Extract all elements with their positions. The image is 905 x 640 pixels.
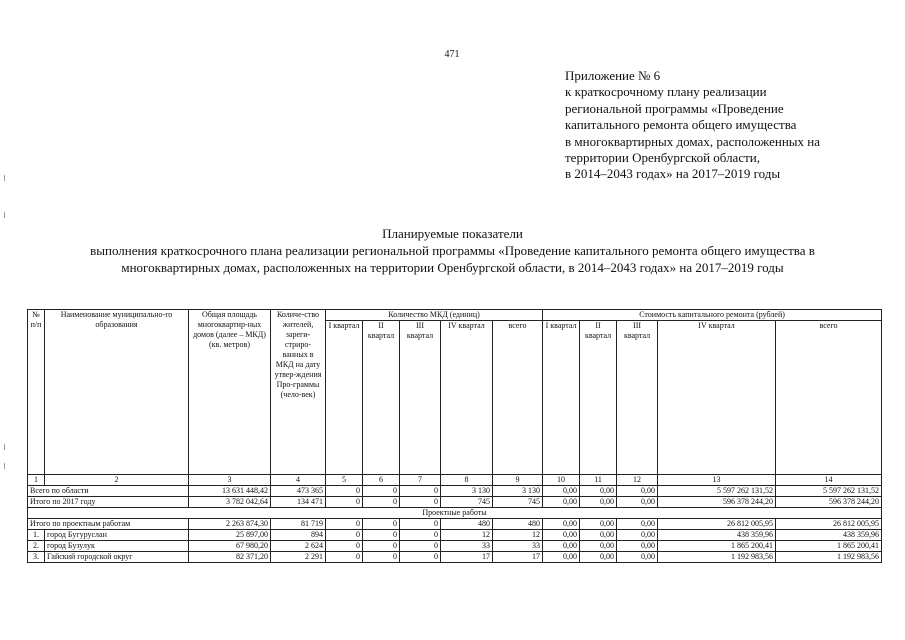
appendix-line: Приложение № 6: [565, 68, 661, 83]
table-row: [28, 541, 882, 552]
mkd-total-cell: 745: [493, 497, 543, 508]
appendix-line: капитального ремонта общего имущества: [565, 117, 797, 133]
column-number-row: [28, 475, 882, 486]
col-number: 4: [271, 475, 326, 486]
header-row-groups: [28, 310, 882, 321]
header-cost-q1: I квартал: [543, 321, 580, 475]
col-number: 12: [617, 475, 658, 486]
mkd-q1-cell: 0: [326, 519, 363, 530]
mkd-total-cell: 3 130: [493, 486, 543, 497]
indicators-table: [27, 309, 882, 563]
mkd-q3-cell: 0: [400, 552, 441, 563]
mkd-q1-cell: 0: [326, 486, 363, 497]
mkd-q4-cell: 480: [441, 519, 493, 530]
cost-q3-cell: 0,00: [617, 519, 658, 530]
row-number: 2.: [28, 541, 45, 552]
municipality-name: Гайский городской округ: [45, 552, 189, 563]
col-number: 13: [658, 475, 776, 486]
cost-q4-cell: 596 378 244,20: [658, 497, 776, 508]
mkd-q2-cell: 0: [363, 530, 400, 541]
cost-q4-cell: 438 359,96: [658, 530, 776, 541]
appendix-line: территории Оренбургской области,: [565, 150, 760, 166]
mkd-q4-cell: 745: [441, 497, 493, 508]
area-cell: 2 263 874,30: [189, 519, 271, 530]
mkd-q4-cell: 17: [441, 552, 493, 563]
mkd-q2-cell: 0: [363, 497, 400, 508]
mkd-q1-cell: 0: [326, 541, 363, 552]
margin-mark: [4, 175, 5, 181]
cost-total-cell: 596 378 244,20: [776, 497, 882, 508]
cost-q2-cell: 0,00: [580, 530, 617, 541]
mkd-q2-cell: 0: [363, 552, 400, 563]
row-label: Всего по области: [28, 486, 189, 497]
page-number: 471: [444, 49, 460, 60]
cost-q3-cell: 0,00: [617, 497, 658, 508]
summary-row: [28, 497, 882, 508]
cost-q1-cell: 0,00: [543, 541, 580, 552]
cost-q1-cell: 0,00: [543, 552, 580, 563]
title-line-1: Планируемые показатели: [382, 226, 523, 241]
header-cost-total: всего: [776, 321, 882, 475]
area-cell: 13 631 448,42: [189, 486, 271, 497]
cost-q2-cell: 0,00: [580, 519, 617, 530]
col-number: 6: [363, 475, 400, 486]
cost-q4-cell: 26 812 005,95: [658, 519, 776, 530]
mkd-q3-cell: 0: [400, 497, 441, 508]
cost-q2-cell: 0,00: [580, 552, 617, 563]
mkd-q2-cell: 0: [363, 541, 400, 552]
mkd-q3-cell: 0: [400, 530, 441, 541]
table-row: [28, 530, 882, 541]
col-number: 11: [580, 475, 617, 486]
col-number: 1: [28, 475, 45, 486]
header-name: Наименование муниципально-го образования: [45, 310, 189, 475]
margin-mark: [4, 463, 5, 469]
cost-total-cell: 5 597 262 131,52: [776, 486, 882, 497]
cost-q1-cell: 0,00: [543, 497, 580, 508]
col-number: 14: [776, 475, 882, 486]
appendix-note: [565, 68, 895, 183]
mkd-q4-cell: 33: [441, 541, 493, 552]
section-title: Проектные работы: [28, 508, 882, 519]
col-number: 2: [45, 475, 189, 486]
title-line-3: многоквартирных домах, расположенных на территории Оренбургской области, в 2014–2043 годах» на 2017–2019 годы: [121, 260, 784, 275]
mkd-total-cell: 17: [493, 552, 543, 563]
cost-total-cell: 26 812 005,95: [776, 519, 882, 530]
col-number: 3: [189, 475, 271, 486]
table-row: [28, 552, 882, 563]
cost-q4-cell: 1 192 983,56: [658, 552, 776, 563]
appendix-line: в 2014–2043 годах» на 2017–2019 годы: [565, 166, 781, 182]
row-label: Итого по проектным работам: [28, 519, 189, 530]
cost-q4-cell: 5 597 262 131,52: [658, 486, 776, 497]
cost-q4-cell: 1 865 200,41: [658, 541, 776, 552]
municipality-name: город Бугуруслан: [45, 530, 189, 541]
residents-cell: 134 471: [271, 497, 326, 508]
col-number: 9: [493, 475, 543, 486]
header-q1: I квартал: [326, 321, 363, 475]
header-q4: IV квартал: [441, 321, 493, 475]
row-number: 3.: [28, 552, 45, 563]
residents-cell: 2 624: [271, 541, 326, 552]
mkd-q1-cell: 0: [326, 497, 363, 508]
row-number: 1.: [28, 530, 45, 541]
cost-q3-cell: 0,00: [617, 486, 658, 497]
col-number: 5: [326, 475, 363, 486]
row-label: Итого по 2017 году: [28, 497, 189, 508]
mkd-q4-cell: 12: [441, 530, 493, 541]
col-number: 8: [441, 475, 493, 486]
header-num: № п/п: [28, 310, 45, 475]
mkd-q1-cell: 0: [326, 530, 363, 541]
area-cell: 25 897,00: [189, 530, 271, 541]
title-line-2: выполнения краткосрочного плана реализации региональной программы «Проведение капитального ремонта общего имущества в: [90, 243, 815, 258]
header-cost-q3: III квартал: [617, 321, 658, 475]
appendix-line: в многоквартирных домах, расположенных на: [565, 133, 821, 149]
cost-total-cell: 1 865 200,41: [776, 541, 882, 552]
header-residents: Количе-ство жителей, зареги-стриро-ванных в МКД на дату утвер-ждения Про-граммы (чело-век): [271, 310, 326, 475]
cost-q2-cell: 0,00: [580, 497, 617, 508]
header-cost-q4: IV квартал: [658, 321, 776, 475]
section-total-row: [28, 519, 882, 530]
area-cell: 3 782 042,64: [189, 497, 271, 508]
header-total: всего: [493, 321, 543, 475]
header-mkd-group: Количество МКД (единиц): [326, 310, 543, 321]
municipality-name: город Бузулук: [45, 541, 189, 552]
mkd-q3-cell: 0: [400, 486, 441, 497]
residents-cell: 473 365: [271, 486, 326, 497]
cost-q3-cell: 0,00: [617, 541, 658, 552]
cost-q1-cell: 0,00: [543, 486, 580, 497]
margin-mark: [4, 212, 5, 218]
mkd-total-cell: 480: [493, 519, 543, 530]
cost-q1-cell: 0,00: [543, 519, 580, 530]
mkd-q1-cell: 0: [326, 552, 363, 563]
header-q3: III квартал: [400, 321, 441, 475]
mkd-total-cell: 12: [493, 530, 543, 541]
residents-cell: 894: [271, 530, 326, 541]
document-title: [0, 225, 905, 276]
cost-q1-cell: 0,00: [543, 530, 580, 541]
margin-mark: [4, 444, 5, 450]
cost-q3-cell: 0,00: [617, 552, 658, 563]
cost-total-cell: 1 192 983,56: [776, 552, 882, 563]
area-cell: 67 980,20: [189, 541, 271, 552]
col-number: 10: [543, 475, 580, 486]
header-q2: II квартал: [363, 321, 400, 475]
summary-row: [28, 486, 882, 497]
header-cost-q2: II квартал: [580, 321, 617, 475]
area-cell: 82 371,20: [189, 552, 271, 563]
cost-q3-cell: 0,00: [617, 530, 658, 541]
cost-q2-cell: 0,00: [580, 486, 617, 497]
cost-total-cell: 438 359,96: [776, 530, 882, 541]
mkd-q4-cell: 3 130: [441, 486, 493, 497]
mkd-q2-cell: 0: [363, 486, 400, 497]
appendix-line: к краткосрочному плану реализации: [565, 84, 767, 100]
appendix-line: региональной программы «Проведение: [565, 100, 784, 116]
residents-cell: 81 719: [271, 519, 326, 530]
header-area: Общая площадь многоквартир-ных домов (далее – МКД) (кв. метров): [189, 310, 271, 475]
mkd-total-cell: 33: [493, 541, 543, 552]
col-number: 7: [400, 475, 441, 486]
cost-q2-cell: 0,00: [580, 541, 617, 552]
mkd-q3-cell: 0: [400, 519, 441, 530]
mkd-q3-cell: 0: [400, 541, 441, 552]
section-header-row: [28, 508, 882, 519]
mkd-q2-cell: 0: [363, 519, 400, 530]
header-cost-group: Стоимость капитального ремонта (рублей): [543, 310, 882, 321]
residents-cell: 2 291: [271, 552, 326, 563]
